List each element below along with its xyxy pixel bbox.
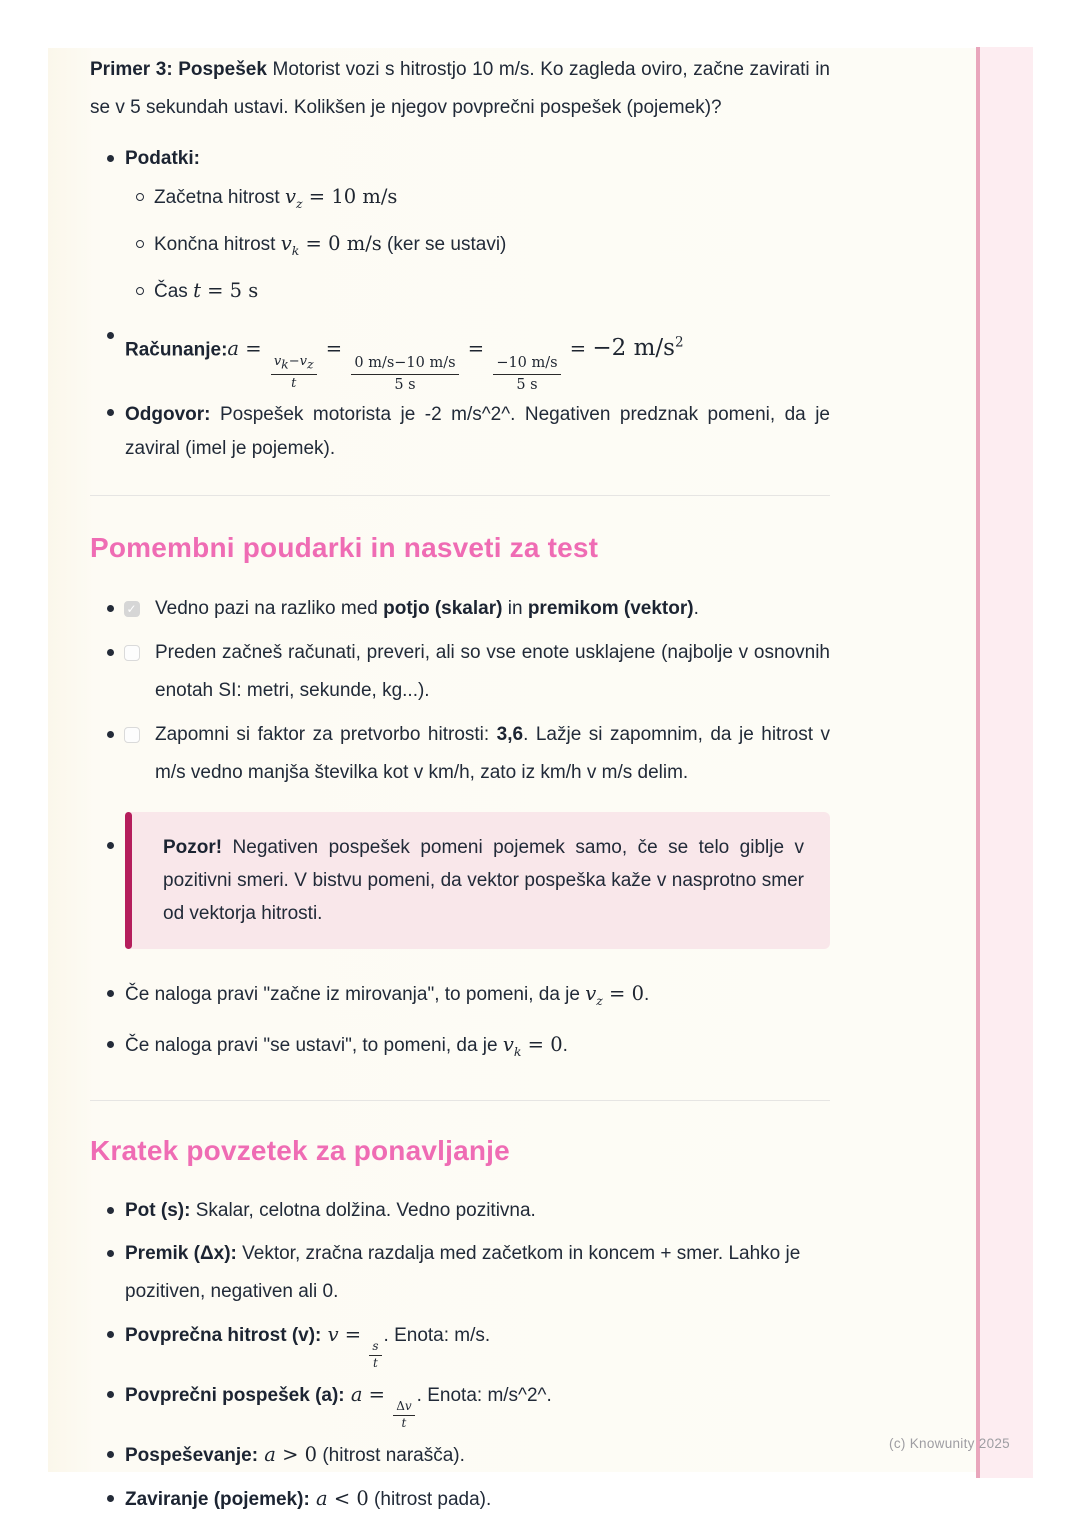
example-title: Primer 3: Pospešek	[90, 59, 267, 80]
list-item	[90, 1026, 830, 1071]
tip-text: .	[693, 597, 699, 619]
notes-list	[90, 975, 830, 1071]
equals-sign: =	[362, 1383, 392, 1407]
tip-text: . Lažje si zapomnim, da je hitrost v m/s vedno manjša številka kot v km/h, zato iz km/h v m/s delim.	[155, 723, 830, 783]
list-item	[90, 975, 830, 1020]
summary-text: (hitrost narašča).	[317, 1444, 465, 1466]
bullet-icon	[107, 1331, 114, 1338]
callout-accent-bar	[125, 812, 132, 949]
summary-list	[90, 1192, 830, 1518]
minus-sign: −	[288, 354, 300, 370]
fraction: $\frac{s}{t}$	[369, 1340, 381, 1371]
bullet-icon	[107, 1207, 114, 1214]
math-subscript: k	[513, 1043, 522, 1059]
summary-term: Povprečna hitrost (v):	[125, 1325, 322, 1347]
racunanje-label: Računanje:	[125, 339, 228, 361]
note-text: Če naloga pravi "se ustavi", to pomeni, da je	[125, 1034, 503, 1056]
equals-sign: =	[239, 337, 268, 361]
callout-title: Pozor!	[163, 836, 223, 858]
document-content	[90, 51, 830, 1524]
summary-text: . Enota: m/s.	[383, 1325, 491, 1347]
formula-result: −2 $m/s^2$	[592, 334, 684, 362]
math-subscript: z	[307, 357, 314, 373]
note-text: Če naloga pravi "začne iz mirovanja", to pomeni, da je	[125, 983, 586, 1005]
relation-sign: < 0	[327, 1486, 369, 1510]
math-value: = 10 m/s	[302, 185, 398, 208]
summary-text: (hitrost pada).	[368, 1488, 492, 1510]
sub-bullet-icon	[136, 240, 144, 248]
summary-item	[90, 1316, 830, 1371]
math-exponent: 2	[674, 334, 684, 351]
list-item	[90, 225, 830, 270]
inequality	[258, 1443, 317, 1466]
math-subscript: k	[291, 242, 300, 258]
callout-text: Negativen pospešek pomeni pojemek samo, če se telo giblje v pozitivni smeri. V bistvu pomeni, da vektor pospeška kaže v nasprotno smer od vektorja hitrosti.	[163, 836, 804, 924]
bullet-icon	[107, 990, 114, 997]
math-variable: a	[227, 337, 240, 361]
note-text: .	[644, 983, 650, 1005]
math-value: = 0	[521, 1032, 563, 1056]
checkbox[interactable]	[124, 727, 140, 743]
bullet-icon	[107, 1041, 114, 1048]
podatki-sublist	[90, 178, 830, 311]
example-intro-paragraph	[90, 51, 830, 127]
velocity-formula	[321, 1323, 383, 1371]
math-variable: v	[327, 1323, 339, 1347]
odgovor-label: Odgovor:	[125, 403, 211, 425]
fraction: $\frac{-10 m/s}{5 s}$	[493, 354, 560, 393]
bullet-icon	[107, 1495, 114, 1502]
divider	[90, 495, 830, 496]
bullet-icon	[107, 649, 114, 656]
note-text: .	[562, 1034, 568, 1056]
math-variable: v	[299, 354, 308, 370]
bullet-icon	[107, 332, 114, 339]
summary-term: Povprečni pospešek (a):	[125, 1385, 345, 1407]
example-intro-text: Motorist vozi s hitrostjo 10 m/s. Ko zagleda oviro, začne zavirati in se v 5 sekundah ustavi. Kolikšen je njegov povprečni pospešek (pojemek)?	[90, 59, 830, 118]
tips-checklist	[90, 590, 830, 792]
math-subscript: z	[295, 195, 303, 211]
odgovor-text: Pospešek motorista je -2 m/s^2^. Negativen predznak pomeni, da je zaviral (imel je pojemek).	[125, 403, 830, 459]
summary-term: Pot (s):	[125, 1200, 191, 1222]
math-variable: a	[264, 1442, 276, 1466]
bullet-icon	[107, 731, 114, 738]
relation-sign: > 0	[275, 1442, 318, 1466]
fraction	[271, 354, 317, 391]
summary-term: Pospeševanje:	[125, 1444, 259, 1466]
summary-text: Skalar, celotna dolžina. Vedno pozitivna.	[190, 1200, 536, 1222]
list-item-podatki	[90, 140, 830, 178]
tip-text-bold: premikom (vektor)	[527, 597, 694, 619]
math-variable: t	[291, 375, 297, 391]
sub-bullet-icon	[136, 193, 144, 201]
section-heading-summary: Kratek povzetek za ponavljanje	[90, 1135, 510, 1167]
list-item-odgovor	[90, 394, 830, 466]
delta-symbol: Δ	[396, 1399, 405, 1414]
equals-sign: =	[461, 337, 491, 361]
section-heading-tips: Pomembni poudarki in nasveti za test	[90, 531, 599, 563]
math-value: = 5 s	[200, 278, 259, 302]
math-value: = 0	[602, 981, 645, 1005]
tip-text-bold: potjo (skalar)	[383, 597, 503, 619]
summary-text: Vektor, zračna razdalja med začetkom in koncem + smer. Lahko je pozitiven, negativen ali 0.	[125, 1243, 801, 1303]
callout-list-item	[90, 812, 830, 949]
checklist-item	[90, 590, 830, 628]
tip-text: Zapomni si faktor za pretvorbo hitrosti:	[155, 723, 497, 745]
copyright-watermark: (c) Knowunity 2025	[889, 1436, 1010, 1451]
tip-text-bold: 3,6	[496, 723, 524, 745]
math-variable: v	[273, 354, 282, 370]
tip-text: in	[502, 597, 528, 619]
checkbox[interactable]	[124, 601, 140, 617]
tip-text: Vedno pazi na razliko med	[155, 597, 384, 619]
math-value: = 0 m/s	[299, 231, 382, 255]
list-item	[90, 178, 830, 223]
list-item	[90, 272, 830, 311]
summary-item	[90, 1436, 830, 1475]
data-item-note: (ker se ustavi)	[381, 233, 507, 255]
data-item-text: Končna hitrost	[154, 233, 281, 255]
bullet-icon	[107, 1451, 114, 1458]
bullet-icon	[107, 605, 114, 612]
summary-term: Premik (Δx):	[125, 1243, 237, 1265]
data-item-text: Čas	[154, 280, 194, 302]
acceleration-formula	[345, 1383, 417, 1430]
summary-item	[90, 1192, 830, 1230]
bullet-icon	[107, 155, 114, 162]
list-item-racunanje	[90, 317, 830, 394]
summary-item	[90, 1376, 830, 1431]
math-variable: v	[280, 231, 292, 255]
data-item-text: Začetna hitrost	[154, 187, 285, 208]
summary-item	[90, 1235, 830, 1311]
math-subscript: z	[596, 992, 603, 1008]
summary-term: Zaviranje (pojemek):	[125, 1488, 310, 1510]
summary-item	[90, 1480, 830, 1519]
bullet-icon	[107, 409, 114, 416]
math-variable: t	[193, 278, 201, 302]
summary-text: . Enota: m/s^2^.	[416, 1385, 552, 1407]
checkbox[interactable]	[124, 645, 140, 661]
checklist-item	[90, 716, 830, 792]
math-variable: a	[315, 1486, 328, 1510]
warning-callout	[125, 812, 830, 949]
acceleration-formula	[227, 334, 684, 393]
checkmark-icon: ✓	[126, 601, 137, 616]
math-subscript: k	[281, 357, 289, 373]
fraction: $\frac{0 m/s-10 m/s}{5 s}$	[351, 354, 458, 393]
math-variable: v	[585, 981, 597, 1005]
divider	[90, 1100, 830, 1101]
fraction: $\frac{\Delta v}{t}$	[393, 1400, 414, 1431]
inequality	[310, 1487, 369, 1510]
equals-sign: =	[319, 337, 349, 361]
page-edge-stripe-band	[980, 47, 1033, 1478]
bullet-icon	[107, 842, 114, 849]
checklist-item	[90, 634, 830, 710]
equals-sign: =	[338, 1323, 368, 1347]
equals-sign: =	[563, 337, 593, 361]
bullet-icon	[107, 1250, 114, 1257]
podatki-label: Podatki:	[125, 148, 200, 169]
tip-text: Preden začneš računati, preveri, ali so vse enote usklajene (najbolje v osnovnih enotah SI: metri, sekunde, kg...).	[155, 641, 830, 701]
math-variable: a	[350, 1383, 363, 1407]
math-variable: v	[284, 185, 296, 208]
sub-bullet-icon	[136, 287, 144, 295]
bullet-icon	[107, 1391, 114, 1398]
math-variable: v	[502, 1032, 514, 1056]
